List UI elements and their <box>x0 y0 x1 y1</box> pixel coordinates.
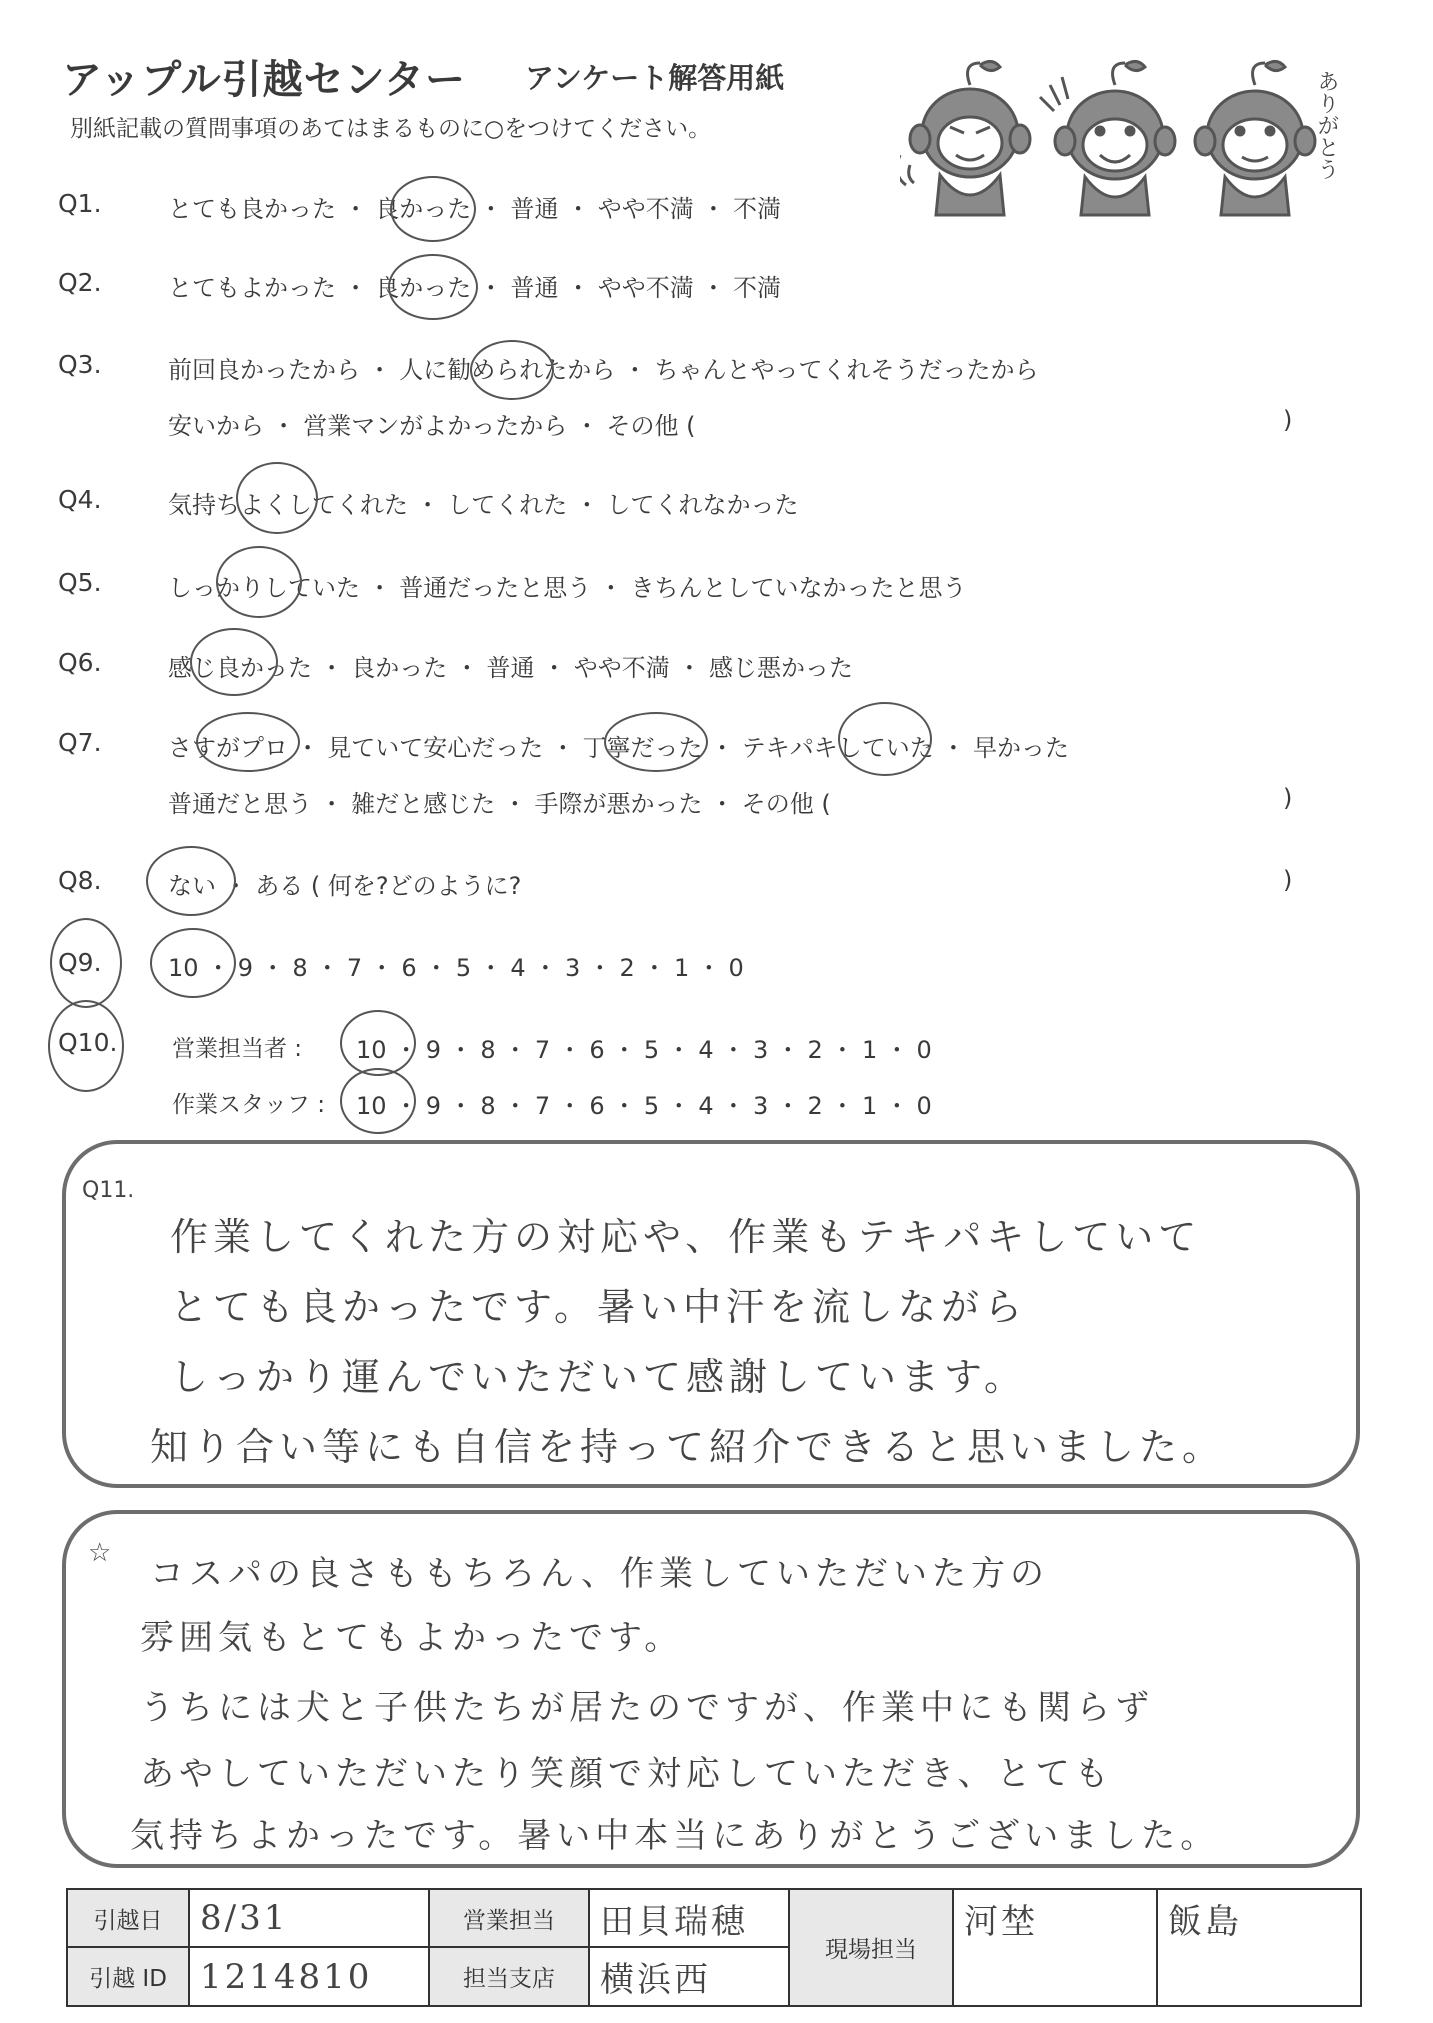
comment-line-5: 気持ちよかったです。暑い中本当にありがとうございました。 <box>130 1816 1220 1856</box>
comment-line-3: うちには犬と子供たちが居たのですが、作業中にも関らず <box>140 1688 1154 1728</box>
q2-options[interactable]: とてもよかった ・ 良かった ・ 普通 ・ やや不満 ・ 不満 <box>168 274 782 302</box>
site-staff-1: 河埜 <box>953 1889 1157 2006</box>
q8-close-paren: ) <box>1283 866 1293 894</box>
q3-options-line1[interactable]: 前回良かったから ・ 人に勧められたから ・ ちゃんとやってくれそうだったから <box>168 356 1039 384</box>
q7-options-line1[interactable]: さすがプロ ・ 見ていて安心だった ・ 丁寧だった ・ テキパキしていた ・ 早かった <box>168 734 1070 762</box>
q10-sales-scale[interactable]: 10 ・ 9 ・ 8 ・ 7 ・ 6 ・ 5 ・ 4 ・ 3 ・ 2 ・ 1 ・ 0 <box>356 1036 932 1064</box>
branch-label: 担当支店 <box>429 1947 589 2006</box>
q5-selection-circle <box>216 546 302 618</box>
move-date-value: 8/31 <box>189 1889 429 1947</box>
q5-label: Q5. <box>58 568 102 597</box>
instruction-text: 別紙記載の質問事項のあてはまるものに○をつけてください。 <box>70 116 712 142</box>
q11-line-2: とても良かったです。暑い中汗を流しながら <box>170 1285 1027 1329</box>
q11-line-4: 知り合い等にも自信を持って紹介できると思いました。 <box>150 1425 1226 1469</box>
move-id-label: 引越 ID <box>67 1947 189 2006</box>
move-date-label: 引越日 <box>67 1889 189 1947</box>
move-id-value: 1214810 <box>189 1947 429 2006</box>
q9-label-circle <box>50 918 122 1008</box>
sales-rep-label: 営業担当 <box>429 1889 589 1947</box>
q10-staff-selection-circle <box>340 1068 416 1134</box>
q10-sales-label: 営業担当者 : <box>172 1036 303 1062</box>
q6-options[interactable]: 感じ良かった ・ 良かった ・ 普通 ・ やや不満 ・ 感じ悪かった <box>168 654 854 682</box>
q11-line-3: しっかり運んでいただいて感謝しています。 <box>170 1355 1027 1399</box>
site-staff-label: 現場担当 <box>789 1889 953 2006</box>
q9-label: Q9. <box>58 948 102 977</box>
q11-line-1: 作業してくれた方の対応や、作業もテキパキしていて <box>170 1215 1202 1259</box>
q2-label: Q2. <box>58 268 102 297</box>
comment-line-1: コスパの良さももちろん、作業していただいた方の <box>150 1554 1050 1594</box>
q10-sales-selection-circle <box>340 1010 416 1076</box>
q8-selection-circle <box>146 846 236 916</box>
q7-options-line2[interactable]: 普通だと思う ・ 雑だと感じた ・ 手際が悪かった ・ その他 ( <box>168 790 831 818</box>
sales-rep-value: 田貝瑞穂 <box>589 1889 789 1947</box>
q10-label-circle <box>48 1000 124 1092</box>
q3-close-paren: ) <box>1283 406 1293 434</box>
q6-selection-circle <box>190 628 278 696</box>
monkey-mascot-illustration <box>900 55 1340 230</box>
q3-selection-circle <box>470 340 554 400</box>
q1-selection-circle <box>390 176 476 242</box>
site-staff-2: 飯島 <box>1157 1889 1361 2006</box>
q7-selection-circle-3 <box>838 702 932 776</box>
branch-value: 横浜西 <box>589 1947 789 2006</box>
q3-options-line2[interactable]: 安いから ・ 営業マンがよかったから ・ その他 ( <box>168 412 696 440</box>
q7-selection-circle-2 <box>604 712 708 772</box>
thanks-text: ありがとう <box>1314 70 1339 180</box>
q2-selection-circle <box>388 254 478 320</box>
q10-staff-scale[interactable]: 10 ・ 9 ・ 8 ・ 7 ・ 6 ・ 5 ・ 4 ・ 3 ・ 2 ・ 1 ・ 0 <box>356 1092 932 1120</box>
q8-options[interactable]: ない ・ ある ( 何を?どのように? <box>168 872 522 900</box>
footer-info-table <box>66 1888 1362 2007</box>
q9-selection-circle <box>150 928 236 998</box>
q6-label: Q6. <box>58 648 102 677</box>
q5-options[interactable]: しっかりしていた ・ 普通だったと思う ・ きちんとしていなかったと思う <box>168 574 967 602</box>
q8-label: Q8. <box>58 866 102 895</box>
q7-selection-circle-1 <box>196 712 300 772</box>
q4-label: Q4. <box>58 485 102 514</box>
q9-scale[interactable]: 10 ・ 9 ・ 8 ・ 7 ・ 6 ・ 5 ・ 4 ・ 3 ・ 2 ・ 1 ・ 0 <box>168 954 744 982</box>
q3-label: Q3. <box>58 350 102 379</box>
q11-label: Q11. <box>82 1178 135 1203</box>
q10-label: Q10. <box>58 1028 118 1057</box>
q7-close-paren: ) <box>1283 784 1293 812</box>
q1-label: Q1. <box>58 189 102 218</box>
q4-selection-circle <box>236 462 318 534</box>
star-icon: ☆ <box>88 1538 112 1568</box>
q1-options[interactable]: とても良かった ・ 良かった ・ 普通 ・ やや不満 ・ 不満 <box>168 195 782 223</box>
company-title: アップル引越センター <box>62 57 466 103</box>
q10-staff-label: 作業スタッフ : <box>172 1092 326 1118</box>
form-subtitle: アンケート解答用紙 <box>525 61 785 95</box>
q4-options[interactable]: 気持ちよくしてくれた ・ してくれた ・ してくれなかった <box>168 491 799 519</box>
q7-label: Q7. <box>58 728 102 757</box>
comment-line-2: 雰囲気もとてもよかったです。 <box>140 1618 684 1658</box>
comment-line-4: あやしていただいたり笑顔で対応していただき、とても <box>140 1754 1114 1794</box>
